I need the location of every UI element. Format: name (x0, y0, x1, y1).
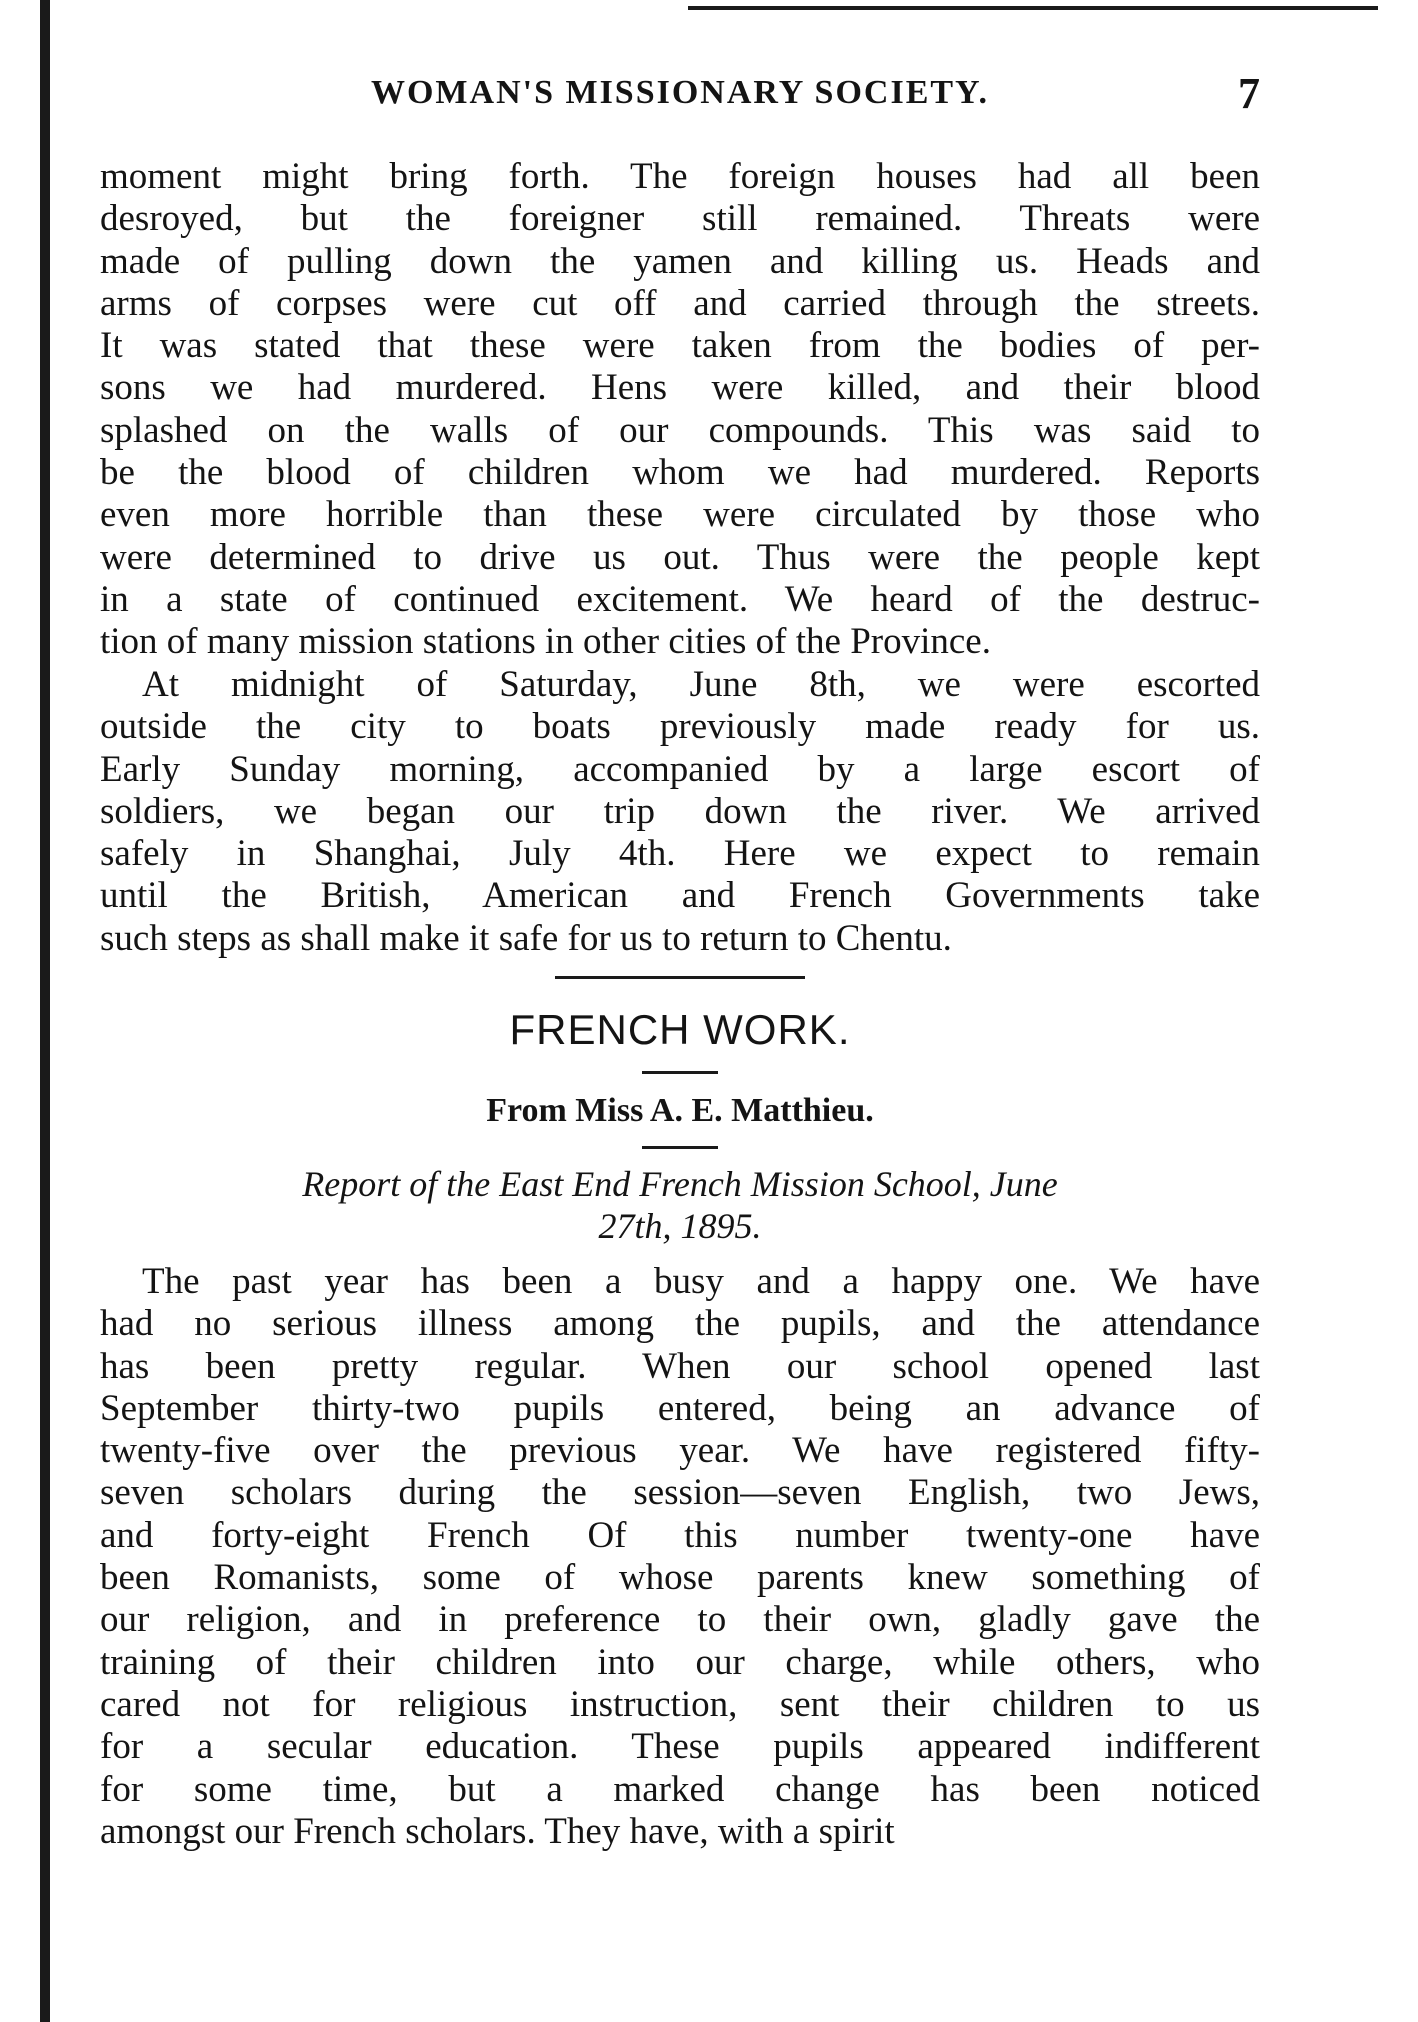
text-line: safely in Shanghai, July 4th. Here we expect to remain (100, 833, 1260, 875)
byline-short-rule (642, 1146, 718, 1149)
text-line: been Romanists, some of whose parents knew something of (100, 1557, 1260, 1599)
text-line: until the British, American and French Governments take (100, 875, 1260, 917)
text-line: soldiers, we began our trip down the river. We arrived (100, 790, 1260, 832)
text-line: At midnight of Saturday, June 8th, we were escorted (142, 664, 1260, 705)
text-line: Early Sunday morning, accompanied by a large escort of (100, 748, 1260, 790)
text-line: such steps as shall make it safe for us to return to Chentu. (100, 917, 952, 959)
text-line: in a state of continued excitement. We heard of the destruc- (100, 578, 1260, 620)
text-line: for some time, but a marked change has been noticed (100, 1768, 1260, 1810)
text-line: has been pretty regular. When our school opened last (100, 1345, 1260, 1387)
text-line: September thirty-two pupils entered, being an advance of (100, 1387, 1260, 1429)
text-line: and forty-eight French Of this number twenty-one have (100, 1514, 1260, 1556)
text-line: for a secular education. These pupils appeared indifferent (100, 1726, 1260, 1768)
text-line: even more horrible than these were circulated by those who (100, 494, 1260, 536)
text-line: training of their children into our charge, while others, who (100, 1641, 1260, 1683)
text-line: It was stated that these were taken from the bodies of per- (100, 325, 1260, 367)
section-heading: FRENCH WORK. (509, 1006, 851, 1053)
page-number: 7 (1238, 69, 1260, 118)
paragraph-3 (100, 1261, 1260, 1853)
text-line: sons we had murdered. Hens were killed, and their blood (100, 367, 1260, 409)
text-line: amongst our French scholars. They have, with a spirit (100, 1810, 895, 1852)
section-divider-rule (555, 976, 805, 979)
text-line: made of pulling down the yamen and killing us. Heads and (100, 240, 1260, 282)
text-line: cared not for religious instruction, sent their children to us (100, 1683, 1260, 1725)
text-line: arms of corpses were cut off and carried through the streets. (100, 282, 1260, 324)
text-line: The past year has been a busy and a happy one. We have (142, 1261, 1260, 1302)
text-line: were determined to drive us out. Thus were the people kept (100, 536, 1260, 578)
running-header (100, 68, 1260, 118)
text-line: outside the city to boats previously made ready for us. (100, 706, 1260, 748)
text-line: be the blood of children whom we had murdered. Reports (100, 452, 1260, 494)
byline: From Miss A. E. Matthieu. (486, 1092, 874, 1129)
text-line: tion of many mission stations in other cities of the Province. (100, 621, 991, 663)
text-line: our religion, and in preference to their own, gladly gave the (100, 1599, 1260, 1641)
text-line: moment might bring forth. The foreign houses had all been (100, 156, 1260, 197)
page-edge-shadow (40, 0, 50, 2022)
text-line: seven scholars during the session—seven English, two Jews, (100, 1472, 1260, 1514)
report-subheading (100, 1163, 1260, 1247)
subheading-line-2: 27th, 1895. (598, 1206, 762, 1246)
text-line: splashed on the walls of our compounds. This was said to (100, 409, 1260, 451)
header-title: WOMAN'S MISSIONARY SOCIETY. (370, 74, 989, 111)
top-rule (688, 6, 1378, 10)
heading-short-rule (642, 1071, 718, 1074)
subheading-line-1: Report of the East End French Mission School, June (302, 1164, 1058, 1204)
text-line: twenty-five over the previous year. We have registered fifty- (100, 1430, 1260, 1472)
paragraph-2 (100, 664, 1260, 960)
text-line: desroyed, but the foreigner still remained. Threats were (100, 198, 1260, 240)
paragraph-1 (100, 156, 1260, 664)
text-line: had no serious illness among the pupils, and the attendance (100, 1303, 1260, 1345)
